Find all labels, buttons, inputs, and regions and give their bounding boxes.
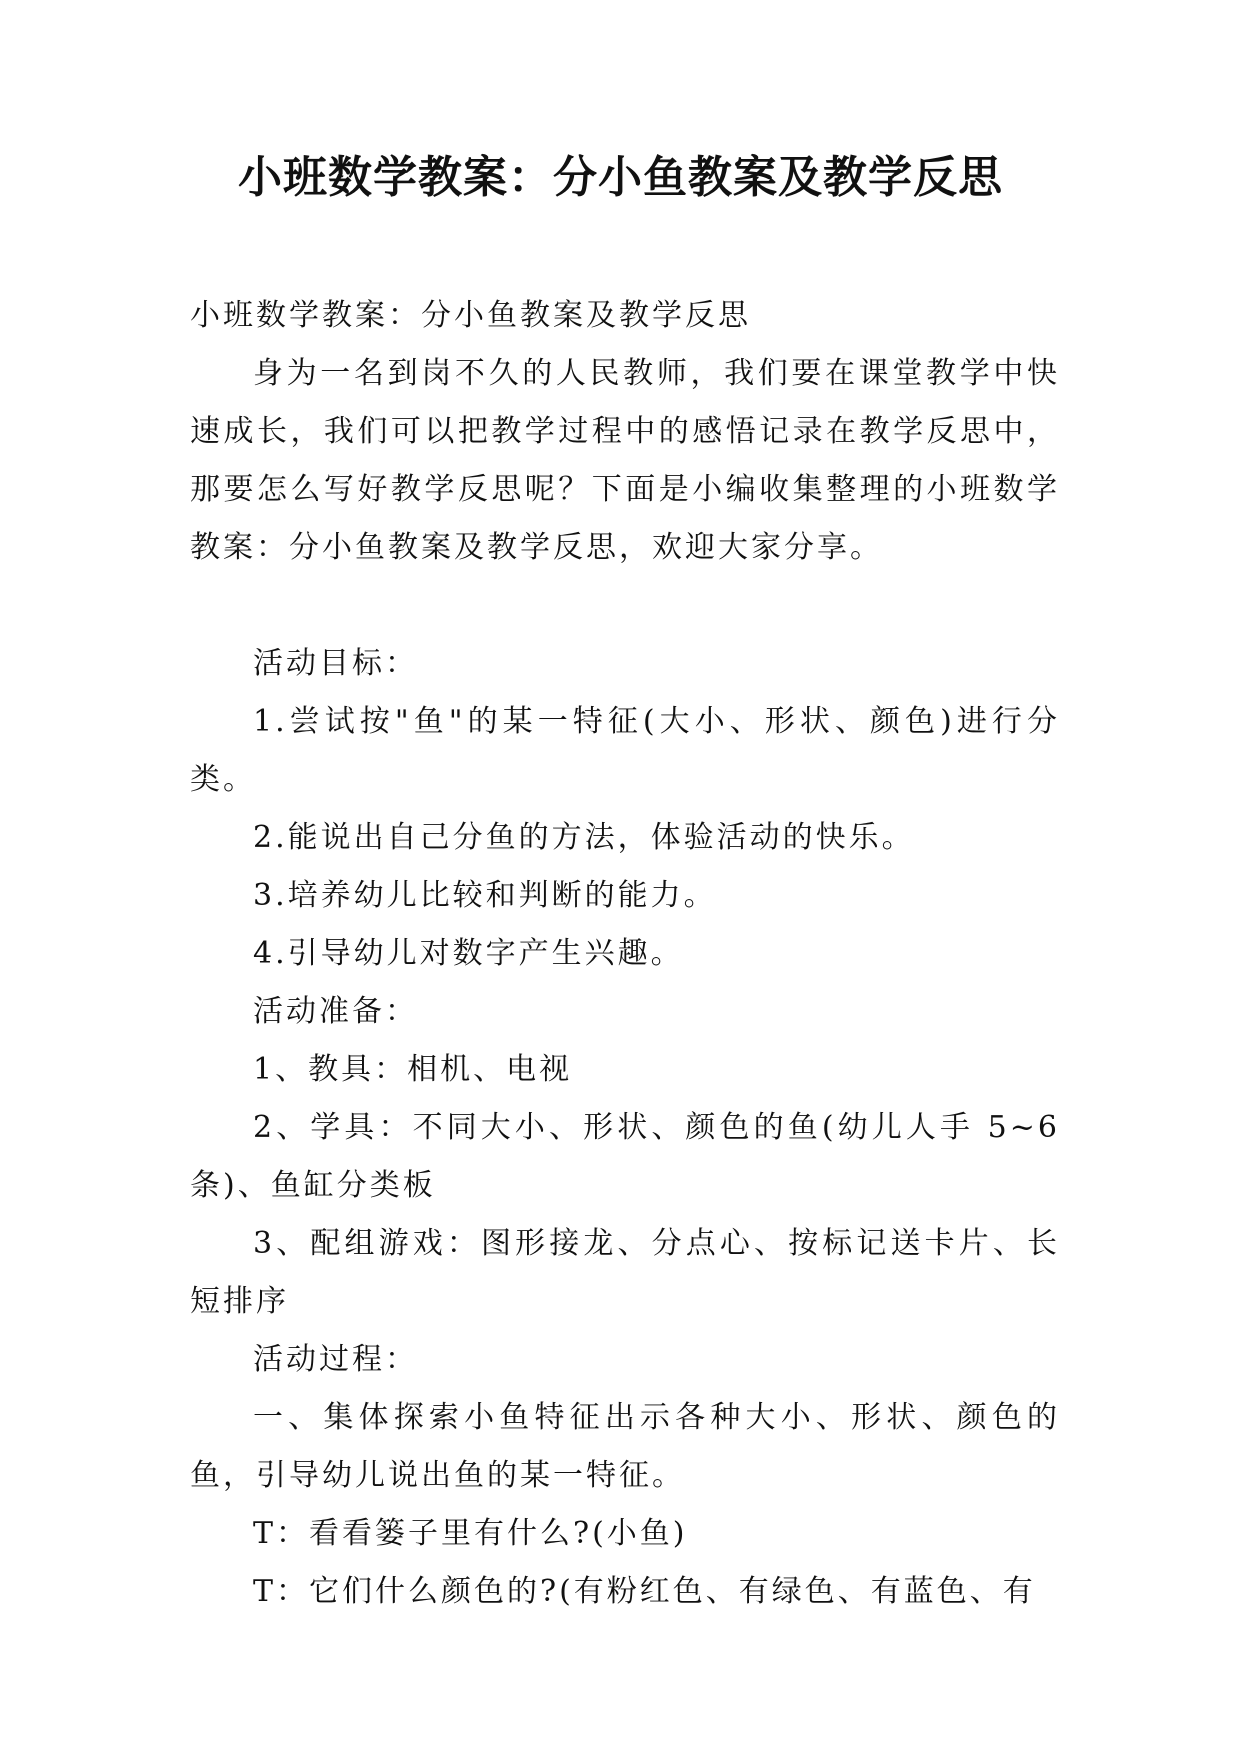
prep-item-1: 1、教具：相机、电视 <box>253 1052 573 1087</box>
process-step-1: 一、集体探索小鱼特征出示各种大小、形状、颜色的鱼，引导幼儿说出鱼的某一特征。 <box>190 1400 1060 1493</box>
heading-activity-goals: 活动目标： <box>253 646 418 681</box>
prep-item-2: 2、学具：不同大小、形状、颜色的鱼(幼儿人手 5~6条)、鱼缸分类板 <box>190 1110 1060 1203</box>
paragraph-subtitle: 小班数学教案：分小鱼教案及教学反思 <box>190 298 751 333</box>
heading-activity-process: 活动过程： <box>253 1342 418 1377</box>
goal-item-4: 4.引导幼儿对数字产生兴趣。 <box>253 936 684 971</box>
document-title: 小班数学教案：分小鱼教案及教学反思 <box>238 152 1003 203</box>
paragraph-intro: 身为一名到岗不久的人民教师，我们要在课堂教学中快速成长，我们可以把教学过程中的感悟记录在教学反思中，那要怎么写好教学反思呢？下面是小编收集整理的小班数学教案：分小鱼教案及教学反思，欢迎大家分享。 <box>190 356 1060 565</box>
dialogue-line-1: T：看看篓子里有什么?(小鱼) <box>253 1516 688 1551</box>
paragraph-blank <box>190 577 1060 635</box>
document-body <box>190 287 1060 1621</box>
heading-activity-prep: 活动准备： <box>253 994 418 1029</box>
dialogue-line-2: T：它们什么颜色的?(有粉红色、有绿色、有蓝色、有 <box>253 1574 1036 1609</box>
goal-item-2: 2.能说出自己分鱼的方法，体验活动的快乐。 <box>253 820 915 855</box>
goal-item-1: 1.尝试按"鱼"的某一特征(大小、形状、颜色)进行分类。 <box>190 704 1060 797</box>
goal-item-3: 3.培养幼儿比较和判断的能力。 <box>253 878 717 913</box>
prep-item-3: 3、配组游戏：图形接龙、分点心、按标记送卡片、长短排序 <box>190 1226 1060 1319</box>
